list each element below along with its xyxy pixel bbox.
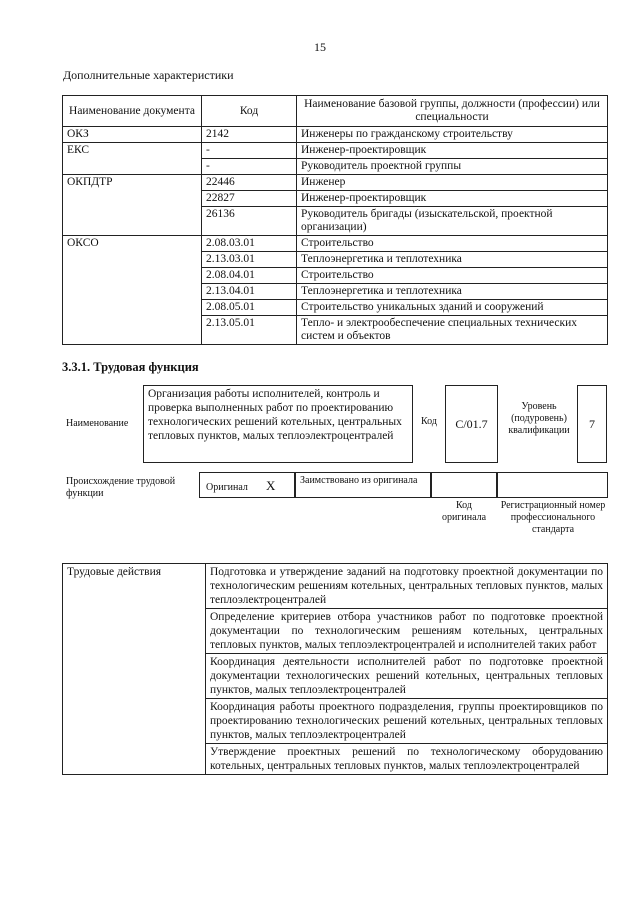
name-cell: Теплоэнергетика и теплотехника [297, 252, 608, 268]
code-cell: 2.13.03.01 [202, 252, 297, 268]
table-row [63, 252, 608, 268]
table-row [63, 159, 608, 175]
action-item: Подготовка и утверждение заданий на подготовку проектной документации по технологическим решениям котельных, центральных тепловых пунктов, малых теплоэлектроцентралей [206, 564, 608, 609]
code-cell: 2.08.04.01 [202, 268, 297, 284]
table-row [63, 127, 608, 143]
doc-cell-empty [63, 300, 202, 316]
original-label: Оригинал [206, 482, 248, 493]
name-cell: Инженер-проектировщик [297, 143, 608, 159]
labor-function-title: 3.3.1. Трудовая функция [62, 360, 199, 374]
function-code-label: Код [421, 416, 437, 427]
function-name-value: Организация работы исполнителей, контроль и проверка выполненных работ по проектированию технологических решений котельных, центральных тепловых пунктов, малых теплоэлектроцентралей [143, 385, 413, 463]
doc-cell: ОКЗ [63, 127, 202, 143]
table-row [63, 236, 608, 252]
header-document: Наименование документа [63, 96, 202, 127]
labor-actions-table [62, 563, 608, 775]
doc-cell-empty [63, 316, 202, 345]
table-row [63, 191, 608, 207]
code-cell: 2142 [202, 127, 297, 143]
action-item: Координация работы проектного подразделения, группы проектировщиков по проектированию технологических решений котельных, центральных тепловых пунктов, малых теплоэлектроцентралей [206, 699, 608, 744]
action-item: Координация деятельности исполнителей работ по подготовке проектной документации технологических решений котельных, центральных тепловых пунктов, малых теплоэлектроцентралей [206, 654, 608, 699]
action-item: Определение критериев отбора участников работ по подготовке проектной документации по технологическим решениям котельных, центральных тепловых пунктов, малых теплоэлектроцентралей и исполнителей таких работ [206, 609, 608, 654]
origin-label: Происхождение трудовой функции [66, 476, 176, 499]
original-mark: X [266, 478, 276, 493]
name-cell: Строительство [297, 236, 608, 252]
section-heading: Дополнительные характеристики [63, 68, 234, 82]
name-cell: Инженер-проектировщик [297, 191, 608, 207]
reg-number-cell [497, 472, 608, 498]
header-code: Код [202, 96, 297, 127]
original-code-cell [431, 472, 497, 498]
name-cell: Инженер [297, 175, 608, 191]
function-code-value: С/01.7 [445, 385, 498, 463]
name-cell: Руководитель проектной группы [297, 159, 608, 175]
name-cell: Инженеры по гражданскому строительству [297, 127, 608, 143]
page-number: 15 [314, 40, 326, 54]
function-name-label: Наименование [66, 418, 129, 429]
table-row [63, 300, 608, 316]
doc-cell-empty [63, 252, 202, 268]
qualification-level-value: 7 [577, 385, 607, 463]
code-cell: 2.13.04.01 [202, 284, 297, 300]
borrowed-cell: Заимствовано из оригинала [295, 472, 431, 498]
header-name: Наименование базовой группы, должности (профессии) или специальности [297, 96, 608, 127]
code-cell: 26136 [202, 207, 297, 236]
code-cell: 22446 [202, 175, 297, 191]
name-cell: Теплоэнергетика и теплотехника [297, 284, 608, 300]
doc-cell-empty [63, 284, 202, 300]
table-row [63, 175, 608, 191]
table-row [63, 564, 608, 609]
name-cell: Руководитель бригады (изыскательской, проектной организации) [297, 207, 608, 236]
action-item: Утверждение проектных решений по технологическому оборудованию котельных, центральных тепловых пунктов, малых теплоэлектроцентралей [206, 744, 608, 775]
table-row [63, 316, 608, 345]
doc-cell-empty [63, 159, 202, 175]
doc-cell: ОКПДТР [63, 175, 202, 191]
characteristics-table [62, 95, 608, 345]
table-row [63, 284, 608, 300]
table-row [63, 207, 608, 236]
doc-cell: ОКСО [63, 236, 202, 252]
doc-cell-empty [63, 207, 202, 236]
code-cell: 2.08.05.01 [202, 300, 297, 316]
origin-row [199, 472, 608, 498]
actions-label: Трудовые действия [63, 564, 206, 775]
code-cell: - [202, 159, 297, 175]
code-cell: 2.13.05.01 [202, 316, 297, 345]
name-cell: Строительство уникальных зданий и сооружений [297, 300, 608, 316]
caption-original-code: Код оригинала [441, 500, 487, 523]
caption-reg-number: Регистрационный номер профессионального стандарта [500, 500, 606, 535]
doc-cell-empty [63, 191, 202, 207]
table-row [63, 143, 608, 159]
code-cell: 22827 [202, 191, 297, 207]
doc-cell: ЕКС [63, 143, 202, 159]
code-cell: 2.08.03.01 [202, 236, 297, 252]
original-cell [199, 472, 295, 498]
table-header-row [63, 96, 608, 127]
table-row [63, 268, 608, 284]
doc-cell-empty [63, 268, 202, 284]
qualification-level-label: Уровень (подуровень) квалификации [508, 401, 570, 436]
name-cell: Строительство [297, 268, 608, 284]
name-cell: Тепло- и электрообеспечение специальных технических систем и объектов [297, 316, 608, 345]
code-cell: - [202, 143, 297, 159]
